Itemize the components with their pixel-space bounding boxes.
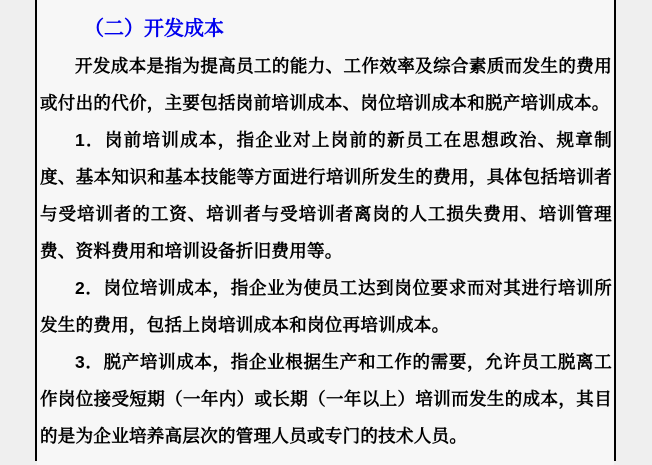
- paragraph-overview: 开发成本是指为提高员工的能力、工作效率及综合素质而发生的费用或付出的代价，主要包括岗前培训成本、岗位培训成本和脱产培训成本。: [40, 56, 612, 113]
- document-content: [40, 11, 612, 455]
- text-boundary-right-line: [614, 0, 616, 461]
- paragraph-item-2-on-post-training-cost: 2．岗位培训成本，指企业为使员工达到岗位要求而对其进行培训所发生的费用，包括上岗培训成本和岗位再培训成本。: [40, 278, 612, 335]
- text-boundary-left-line: [35, 0, 37, 461]
- paragraph-item-3-off-job-training-cost: 3．脱产培训成本，指企业根据生产和工作的需要，允许员工脱离工作岗位接受短期（一年内）或长期（一年以上）培训而发生的成本，其目的是为企业培养高层次的管理人员或专门的技术人员。: [40, 352, 612, 446]
- section-heading: （二）开发成本: [84, 18, 224, 40]
- paragraph-item-1-pre-job-training-cost: 1．岗前培训成本，指企业对上岗前的新员工在思想政治、规章制度、基本知识和基本技能等方面进行培训所发生的费用，具体包括培训者与受培训者的工资、培训者与受培训者离岗的人工损失费用、培训管理费、资料费用和培训设备折旧费用等。: [40, 130, 612, 261]
